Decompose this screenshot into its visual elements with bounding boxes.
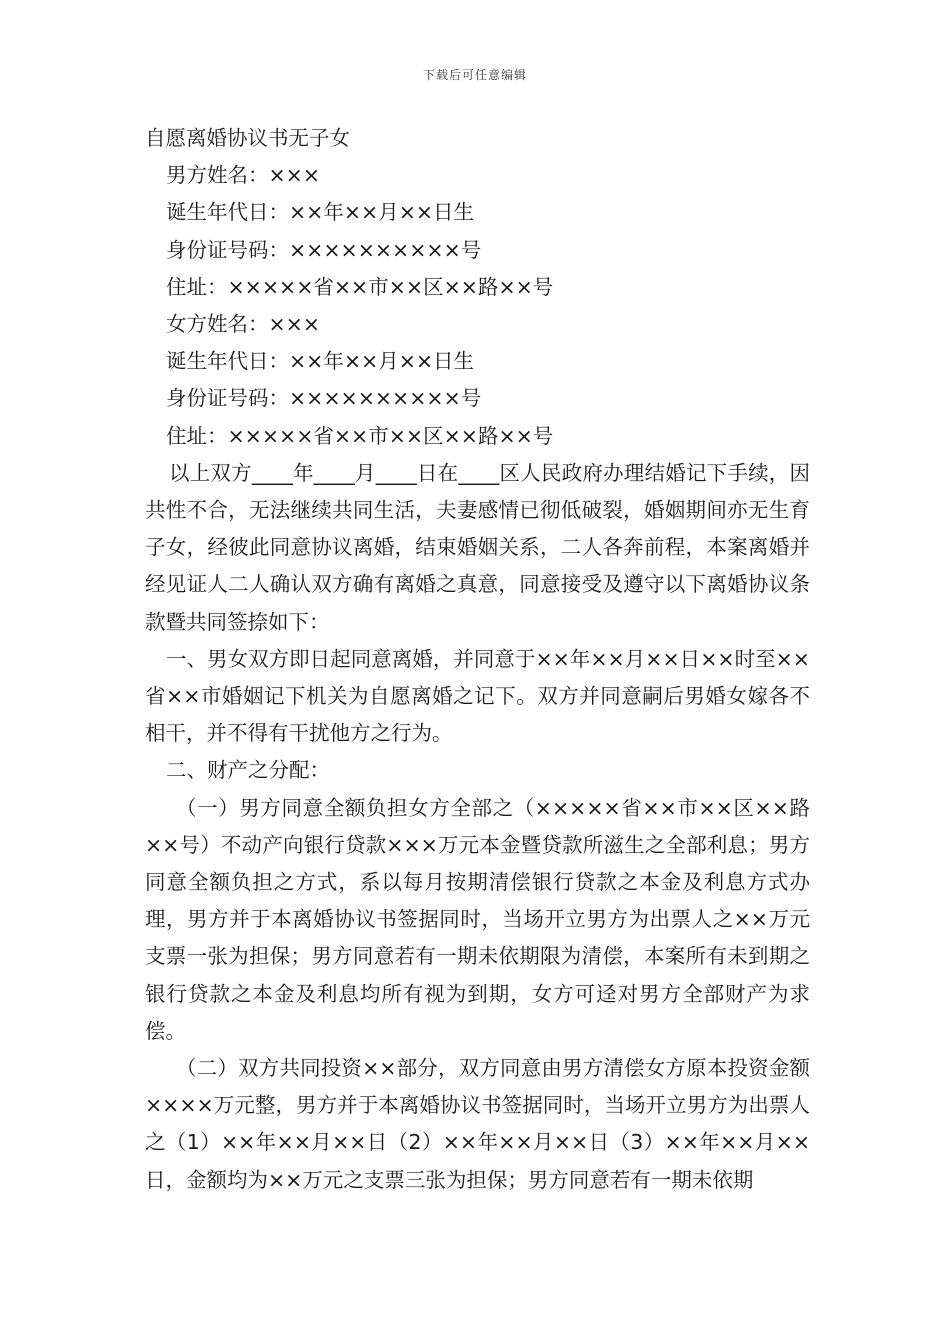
header-note: 下载后可任意编辑 (422, 68, 527, 82)
female-birthdate-field: 诞生年代日：××年××月××日生 (166, 349, 475, 374)
clause-2-2-paragraph: （二）双方共同投资××部分，双方同意由男方清偿女方原本投资金额××××万元整，男方并于本离婚协议书签据同时，当场开立男方为出票人之（1）××年××月××日（2）××年××月××日（3）××年××月××日，金额均为××万元之支票三张为担保；男方同意若有一期未依期 (145, 1056, 810, 1192)
document-body (145, 120, 810, 1199)
clause-1-paragraph: 一、男女双方即日起同意离婚，并同意于××年××月××日××时至××省××市婚姻记下机关为自愿离婚之记下。双方并同意嗣后男婚女嫁各不相干，并不得有干扰他方之行为。 (145, 646, 810, 746)
male-name-field: 男方姓名：××× (166, 163, 321, 188)
male-birthdate-field: 诞生年代日：××年××月××日生 (166, 200, 475, 225)
clause-2-heading: 二、财产之分配： (166, 758, 330, 783)
male-id-number-field: 身份证号码：××××××××××号 (166, 237, 482, 262)
female-id-number-field: 身份证号码：××××××××××号 (166, 386, 482, 411)
intro-paragraph: 以上双方____年____月____日在____区人民政府办理结婚记下手续，因共性不合，无法继续共同生活，夫妻感情已彻低破裂，婚姻期间亦无生育子女，经彼此同意协议离婚，结束婚姻关系，二人各奔前程，本案离婚并经见证人二人确认双方确有离婚之真意，同意接受及遵守以下离婚协议条款暨共同签捺如下： (145, 460, 810, 634)
clause-2-1-paragraph: （一）男方同意全额负担女方全部之（×××××省××市××区××路××号）不动产向银行贷款×××万元本金暨贷款所滋生之全部利息；男方同意全额负担之方式，系以每月按期清偿银行贷款之本金及利息方式办理，男方并于本离婚协议书签据同时，当场开立男方为出票人之××万元支票一张为担保；男方同意若有一期未依期限为清偿，本案所有未到期之银行贷款之本金及利息均所有视为到期，女方可迳对男方全部财产为求偿。 (145, 795, 810, 1043)
female-name-field: 女方姓名：××× (166, 312, 321, 337)
male-address-field: 住址：×××××省××市××区××路××号 (166, 274, 554, 299)
document-title: 自愿离婚协议书无子女 (145, 126, 350, 150)
female-address-field: 住址：×××××省××市××区××路××号 (166, 423, 554, 448)
